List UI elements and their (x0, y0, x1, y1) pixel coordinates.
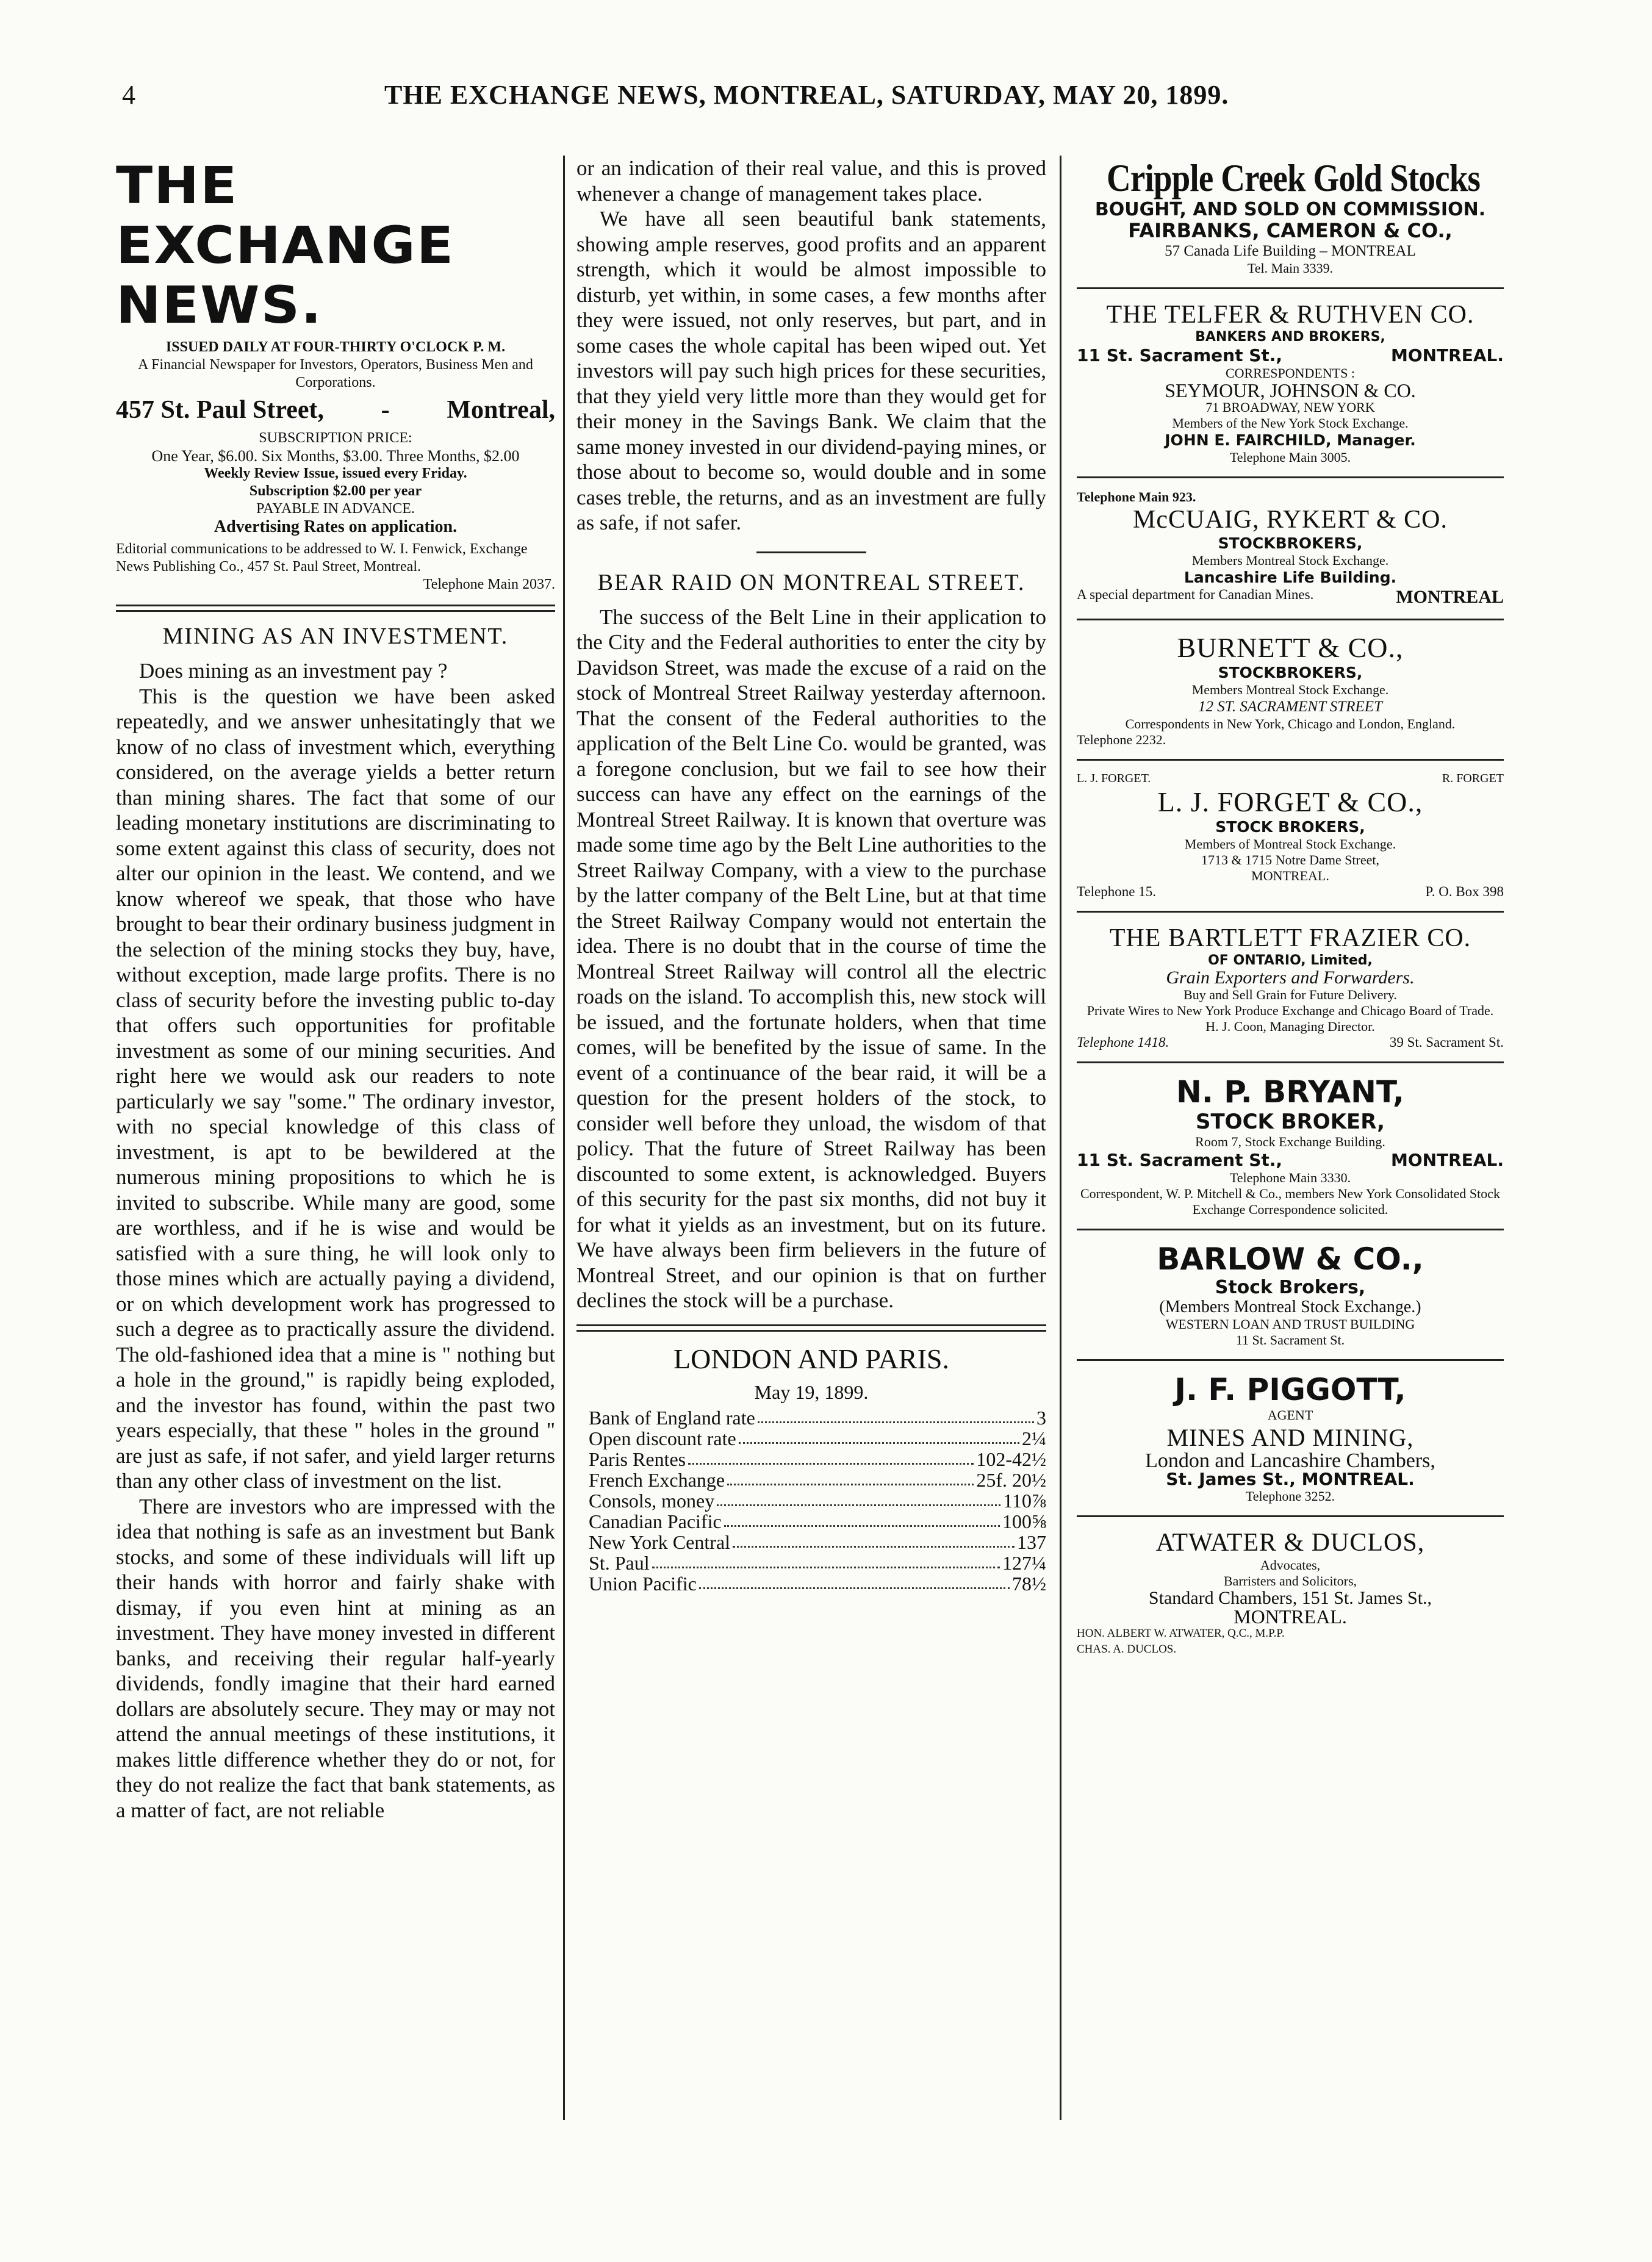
ad-mccuaig-rykert (1077, 489, 1504, 608)
ad-title: Cripple Creek Gold Stocks (1107, 156, 1480, 199)
article-paragraph: Does mining as an investment pay ? (139, 659, 448, 683)
ad-address: 12 ST. SACRAMENT STREET (1198, 698, 1382, 715)
article-paragraph: We have all seen beautiful bank statements, showing ample reserves, good profits and an apparent strength, which it would be almost impossible to disturb, yet within, in some cases, a few months after they were issued, not only reserves, but part, and in some cases the whole capital has been wiped out. Yet investors will pay such high prices for these securities, that they yield very little more than they would get for their money in the Savings Bank. We claim that the same money invested in our dividend-paying mines, or those about to become so, would double and in some cases treble, the returns, and as an investment are fully as safe, if not safer. (576, 207, 1046, 534)
article-paragraph: or an indication of their real value, and this is proved whenever a change of management takes place. (576, 156, 1046, 206)
ad-address (1077, 1150, 1504, 1170)
masthead-address: 457 St. Paul Street, - Montreal, (116, 396, 555, 424)
ad-building: London and Lancashire Chambers, (1145, 1449, 1435, 1472)
leader-dots (727, 1470, 974, 1485)
rate-row (589, 1532, 1046, 1553)
rate-row (589, 1573, 1046, 1594)
ad-partner-2: R. FORGET (1442, 772, 1504, 785)
column-rule-1 (563, 156, 565, 2120)
ad-director: H. J. Coon, Managing Director. (1205, 1019, 1375, 1034)
masthead-divider (116, 605, 555, 612)
running-header (116, 79, 1519, 122)
leader-dots (733, 1532, 1015, 1548)
editorial-notice: Editorial communications to be addressed to W. I. Fenwick, Exchange News Publishing Co., 457 St. Paul Street, Montreal. (116, 541, 528, 575)
rate-value: 3 (1036, 1406, 1046, 1429)
ad-bartlett-frazier (1077, 924, 1504, 1050)
ad-barlow (1077, 1241, 1504, 1348)
rate-row (589, 1407, 1046, 1428)
rate-value: 2¼ (1022, 1427, 1046, 1449)
ad-correspondent: Correspondent, W. P. Mitchell & Co., members New York Consolidated Stock Exchange Correspondence solicited. (1080, 1186, 1501, 1217)
ad-department: A special department for Canadian Mines. (1077, 587, 1314, 602)
ad-city: MONTREAL. (1234, 1606, 1347, 1628)
ad-subtitle: BANKERS AND BROKERS, (1195, 329, 1385, 345)
ad-address-city: MONTREAL. (1390, 345, 1504, 365)
ad-footer (1077, 587, 1504, 608)
ad-line-1: Buy and Sell Grain for Future Delivery. (1183, 987, 1397, 1002)
ad-members: Members Montreal Stock Exchange. (1191, 553, 1389, 568)
rate-row (589, 1553, 1046, 1573)
rate-row (589, 1470, 1046, 1490)
ad-telephone: Telephone 2232. (1077, 732, 1166, 747)
london-paris-date: May 19, 1899. (754, 1381, 869, 1403)
london-paris-table (576, 1407, 1046, 1594)
street-address: 457 St. Paul Street, (116, 396, 325, 424)
advertising-rates: Advertising Rates on application. (214, 517, 458, 536)
rate-row (589, 1511, 1046, 1532)
ad-footer (1077, 1035, 1504, 1050)
rate-label: Consols, money (589, 1489, 715, 1512)
ad-address (1077, 345, 1504, 365)
ad-divider (1077, 1359, 1504, 1361)
leader-dots (717, 1490, 1000, 1506)
ad-divider (1077, 476, 1504, 478)
leader-dots (652, 1553, 1000, 1568)
ad-atwater-duclos (1077, 1528, 1504, 1657)
ad-title: ATWATER & DUCLOS, (1155, 1529, 1425, 1557)
ad-title: BARLOW & CO., (1157, 1241, 1424, 1277)
ad-correspondents: Correspondents in New York, Chicago and London, England. (1125, 716, 1456, 731)
rate-row (589, 1428, 1046, 1449)
ad-po-box: P. O. Box 398 (1425, 884, 1504, 899)
london-paris-heading: LONDON AND PARIS. (673, 1343, 949, 1374)
ad-bryant (1077, 1074, 1504, 1218)
ad-address: St. James St., MONTREAL. (1166, 1469, 1415, 1489)
ad-firm: FAIRBANKS, CAMERON & CO., (1128, 219, 1453, 242)
ad-address-city: MONTREAL. (1390, 1150, 1504, 1170)
ad-partner-2: CHAS. A. DUCLOS. (1077, 1643, 1177, 1656)
rate-label: New York Central (589, 1531, 730, 1553)
ad-members: Members of Montreal Stock Exchange. (1184, 836, 1396, 852)
ad-manager: JOHN E. FAIRCHILD, Manager. (1165, 431, 1416, 449)
ad-divider (1077, 1515, 1504, 1517)
ad-cripple-creek (1077, 156, 1504, 276)
column-3-ads (1077, 156, 1504, 1657)
ad-telephone: Telephone 15. (1077, 884, 1156, 899)
article-paragraph: There are investors who are impressed with the idea that nothing is safe as an investment but Bank stocks, and some of these individuals will lift up their hands with horror and fairly shake with dismay, if you even hint at mining as an investment. They have money invested in different banks, and receiving their regular half-yearly dividends, fondly imagine that their hard earned dollars are absolutely secure. They may or may not attend the annual meetings of these institutions, it makes little difference whether they do or not, for they do not realize the fact that bank statements, as a matter of fact, are not reliable (116, 1494, 555, 1822)
ad-title: L. J. FORGET & CO., (1157, 786, 1423, 817)
ad-subtitle: Stock Brokers, (1215, 1277, 1366, 1298)
payable-notice: PAYABLE IN ADVANCE. (256, 501, 415, 517)
masthead-tagline: A Financial Newspaper for Investors, Operators, Business Men and Corporations. (138, 357, 533, 390)
rate-label: Union Pacific (589, 1572, 697, 1595)
masthead-telephone: Telephone Main 2037. (423, 576, 555, 592)
leader-dots (758, 1407, 1034, 1423)
ad-address-street: 11 St. Sacrament St., (1077, 345, 1283, 365)
ad-correspondents-label: CORRESPONDENTS : (1225, 365, 1356, 381)
ad-address: Standard Chambers, 151 St. James St., (1148, 1588, 1432, 1608)
column-2 (576, 156, 1046, 1594)
ad-address: 1713 & 1715 Notre Dame Street, (1201, 852, 1380, 867)
ad-telephone: Telephone 3252. (1245, 1488, 1335, 1504)
column-1 (116, 156, 555, 1823)
ad-telephone: Telephone 1418. (1077, 1035, 1169, 1050)
ad-room: Room 7, Stock Exchange Building. (1195, 1134, 1385, 1149)
ad-title: McCUAIG, RYKERT & CO. (1133, 506, 1448, 534)
ad-subtitle: OF ONTARIO, Limited, (1208, 953, 1373, 968)
ad-address: 57 Canada Life Building – MONTREAL (1165, 243, 1416, 259)
newspaper-title-line: THE EXCHANGE NEWS, MONTREAL, SATURDAY, MAY 20, 1899. (384, 80, 1229, 110)
ad-telfer-ruthven (1077, 300, 1504, 465)
ad-line: MINES AND MINING, (1166, 1424, 1414, 1451)
rate-value: 100⅝ (1002, 1510, 1046, 1532)
article-mining-body (116, 658, 555, 1823)
leader-dots (699, 1573, 1010, 1589)
section-divider (576, 1324, 1046, 1332)
rate-value: 102-42½ (976, 1448, 1046, 1470)
article-heading-bear-raid: BEAR RAID ON MONTREAL STREET. (597, 569, 1025, 595)
article-heading-mining: MINING AS AN INVESTMENT. (162, 623, 509, 649)
rate-row (589, 1490, 1046, 1511)
rate-value: 25f. 20½ (976, 1468, 1046, 1491)
ad-tagline: Grain Exporters and Forwarders. (1166, 968, 1415, 988)
ad-city: MONTREAL (1396, 587, 1504, 607)
ad-partner-1: HON. ALBERT W. ATWATER, Q.C., M.P.P. (1077, 1627, 1285, 1640)
ad-subtitle: STOCK BROKERS, (1215, 818, 1365, 836)
ad-partner-1: L. J. FORGET. (1077, 772, 1151, 785)
ad-subtitle: Advocates, (1260, 1557, 1321, 1573)
ad-subtitle: STOCKBROKERS, (1218, 664, 1363, 681)
ad-subtitle: STOCK BROKER, (1195, 1110, 1385, 1134)
leader-dots (688, 1449, 974, 1465)
ad-telephone: Telephone Main 923. (1077, 489, 1196, 504)
subscription-prices: One Year, $6.00. Six Months, $3.00. Three Months, $2.00 (151, 447, 520, 465)
subscription-label: SUBSCRIPTION PRICE: (259, 430, 412, 446)
ad-divider (1077, 1229, 1504, 1230)
ad-city: MONTREAL. (1251, 868, 1329, 883)
ad-building: Lancashire Life Building. (1183, 569, 1397, 586)
masthead-issued: ISSUED DAILY AT FOUR-THIRTY O'CLOCK P. M. (165, 339, 506, 355)
ad-divider (1077, 1061, 1504, 1063)
ad-address-street: 11 St. Sacrament St., (1077, 1150, 1283, 1170)
ad-correspondent-address: 71 BROADWAY, NEW YORK (1205, 400, 1375, 415)
ad-subtitle: BOUGHT, AND SOLD ON COMMISSION. (1094, 199, 1486, 220)
ad-title: BURNETT & CO., (1177, 632, 1404, 663)
rate-label: French Exchange (589, 1468, 725, 1491)
ad-divider (1077, 619, 1504, 620)
ad-burnett (1077, 631, 1504, 748)
ad-subtitle-2: Barristers and Solicitors, (1223, 1573, 1357, 1589)
ad-members: Members Montreal Stock Exchange. (1191, 682, 1389, 697)
rate-value: 110⅞ (1003, 1489, 1046, 1512)
article-bear-raid-body (576, 605, 1046, 1313)
ad-telephone: Telephone Main 3005. (1229, 450, 1351, 465)
ad-address: 11 St. Sacrament St. (1235, 1332, 1345, 1348)
ad-members: (Members Montreal Stock Exchange.) (1159, 1298, 1421, 1316)
city-address: Montreal, (447, 396, 555, 424)
ad-building: WESTERN LOAN AND TRUST BUILDING (1165, 1316, 1415, 1332)
weekly-review: Weekly Review Issue, issued every Friday. (204, 465, 467, 481)
ad-footer (1077, 884, 1504, 900)
page-number: 4 (122, 80, 136, 110)
rate-label: Open discount rate (589, 1427, 736, 1449)
ad-correspondent: SEYMOUR, JOHNSON & CO. (1165, 379, 1416, 401)
ad-telephone: Tel. Main 3339. (1247, 260, 1334, 276)
ad-piggott (1077, 1372, 1504, 1504)
rate-value: 137 (1017, 1531, 1046, 1553)
ad-subtitle: AGENT (1267, 1407, 1313, 1423)
rate-label: Paris Rentes (589, 1448, 686, 1470)
ad-title: THE BARTLETT FRAZIER CO. (1109, 924, 1471, 952)
ad-line-2: Private Wires to New York Produce Exchange and Chicago Board of Trade. (1086, 1003, 1494, 1018)
article-paragraph: The success of the Belt Line in their application to the City and the Federal authorities to enter the city by Davidson Street, was made the excuse of a raid on the stock of Montreal Street Railway yesterday afternoon. That the consent of the Federal authorities to the application of the Belt Line Co. would be granted, was a foregone conclusion, but we fail to see how their success can have any effect on the earnings of the Montreal Street Railway. It is known that overture was made some time ago by the Belt Line authorities to the Street Railway Company, with a view to the purchase by the latter company of the Belt Line, but at that time the Street Railway Company would not entertain the idea. There is no doubt that in the course of time the Montreal Street Railway will control all the electric roads on the island. To accomplish this, new stock will be issued, and the fortunate holders, when that time comes, will be benefited by the issue of same. In the event of a continuance of the bear raid, it will be a question for the present holders of the stock, to consider well before they unload, the wisdom of that policy. That the future of Street Railway has been discounted to some extent, is acknowledged. Buyers of this security for the past six months, did not buy it for what it yields as an investment, but on its future. We have always been firm believers in the future of Montreal Street, and our opinion is that on further declines the stock will be a purchase. (576, 605, 1046, 1312)
weekly-price: Subscription $2.00 per year (249, 483, 422, 499)
rate-label: Canadian Pacific (589, 1510, 722, 1532)
ad-title: J. F. PIGGOTT, (1174, 1372, 1406, 1407)
leader-dots (739, 1428, 1019, 1444)
ad-forget (1077, 772, 1504, 900)
article-mining-continued (576, 156, 1046, 536)
ad-title: N. P. BRYANT, (1176, 1074, 1404, 1110)
ad-telephone: Telephone Main 3330. (1229, 1170, 1351, 1185)
rate-label: St. Paul (589, 1551, 650, 1574)
ad-address: 39 St. Sacrament St. (1389, 1035, 1504, 1050)
column-rule-2 (1060, 156, 1061, 2120)
ad-divider (1077, 759, 1504, 761)
ad-title: THE TELFER & RUTHVEN CO. (1106, 301, 1474, 329)
masthead-title: THE EXCHANGE NEWS. (116, 156, 455, 335)
ad-partners (1077, 772, 1504, 786)
ad-subtitle: STOCKBROKERS, (1218, 534, 1363, 552)
rate-value: 127¼ (1002, 1551, 1046, 1574)
rate-row (589, 1449, 1046, 1470)
ad-divider (1077, 911, 1504, 913)
ad-divider (1077, 287, 1504, 289)
short-divider (756, 551, 866, 553)
rate-label: Bank of England rate (589, 1406, 755, 1429)
rate-value: 78½ (1012, 1572, 1046, 1595)
article-paragraph: This is the question we have been asked repeatedly, and we answer unhesitatingly that we know of no class of investment which, everything considered, on the average yields a better return than mining shares. The fact that some of our leading monetary institutions are discriminating to some extent against this class of security, does not alter our opinion in the least. We contend, and we know whereof we speak, that those who have brought to bear their ordinary business judgment in the selection of the mining stocks they buy, have, without exception, made large profits. There is no class of security before the investing public to-day that offers such opportunities for profitable investment as some of our mining securities. And right here we would ask our readers to note particularly we say "some." The ordinary investor, with no special knowledge of this class of investment, is apt to be bewildered at the numerous mining propositions to which he is invited to subscribe. While many are good, some are worthless, and if he is wise and would be satisfied with a sure thing, he will look only to those mines which are actually paying a dividend, or on which development work has progressed to such a degree as to practically assure the dividend. The old-fashioned idea that a mine is " nothing but a hole in the ground," is rapidly being exploded, and the investor has found, within the past two years especially, that these " holes in the ground " are just as safe, if not safer, and yield larger returns than any other class of investment on the list. (116, 684, 555, 1493)
leader-dots (724, 1511, 1000, 1527)
ad-members: Members of the New York Stock Exchange. (1172, 415, 1409, 431)
